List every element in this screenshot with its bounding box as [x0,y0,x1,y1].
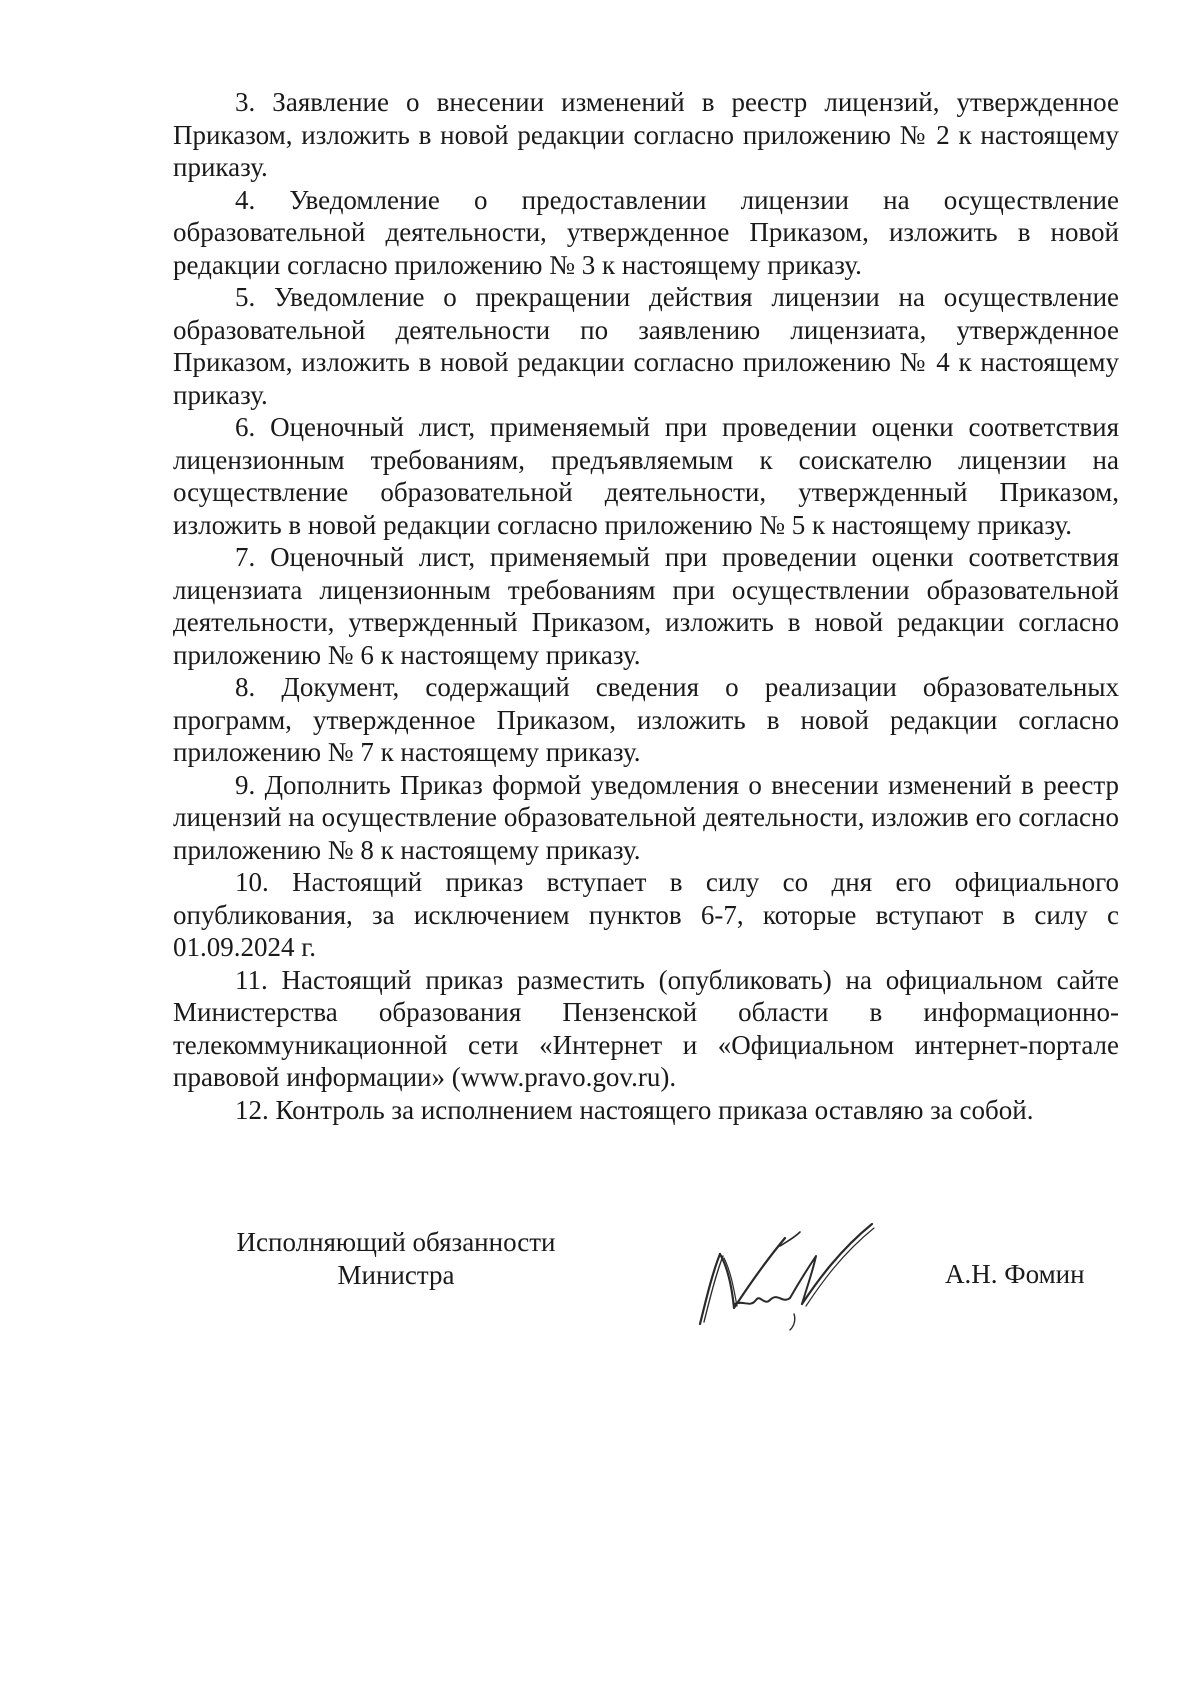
paragraph-item-11: 11. Настоящий приказ разместить (опубликовать) на официальном сайте Министерства образования Пензенской области в информационно-телекоммуникационной сети «Интернет и «Официальном интернет-портале правовой информации» (www.pravo.gov.ru). [173,964,1119,1092]
paragraph-item-6: 6. Оценочный лист, применяемый при проведении оценки соответствия лицензионным требованиям, предъявляемым к соискателю лицензии на осуществление образовательной деятельности, утвержденный Приказом, изложить в новой редакции согласно приложению № 5 к настоящему приказу. [173,412,1119,540]
paragraph-item-3: 3. Заявление о внесении изменений в реестр лицензий, утвержденное Приказом, изложить в новой редакции согласно приложению № 2 к настоящему приказу. [173,87,1119,182]
paragraph-item-4: 4. Уведомление о предоставлении лицензии на осуществление образовательной деятельности, утвержденное Приказом, изложить в новой редакции согласно приложению № 3 к настоящему приказу. [173,184,1119,280]
paragraph-item-8: 8. Документ, содержащий сведения о реализации образовательных программ, утвержденное Приказом, изложить в новой редакции согласно приложению № 7 к настоящему приказу. [173,672,1119,767]
signer-position [226,1226,566,1292]
paragraph-item-9: 9. Дополнить Приказ формой уведомления о внесении изменений в реестр лицензий на осуществление образовательной деятельности, изложив его согласно приложению № 8 к настоящему приказу. [173,769,1119,865]
signer-name: А.Н. Фомин [945,1259,1085,1289]
handwritten-signature-icon [690,1216,880,1336]
paragraph-item-12: 12. Контроль за исполнением настоящего приказа оставляю за собой. [235,1094,1034,1125]
signer-position-line-1: Исполняющий обязанности [236,1227,556,1257]
paragraph-item-7: 7. Оценочный лист, применяемый при проведении оценки соответствия лицензиата лицензионным требованиям при осуществлении образовательной деятельности, утвержденный Приказом, изложить в новой редакции согласно приложению № 6 к настоящему приказу. [173,542,1119,670]
signer-position-line-2: Министра [337,1260,455,1290]
paragraph-item-10: 10. Настоящий приказ вступает в силу со дня его официального опубликования, за исключением пунктов 6-7, которые вступают в силу с 01.09.2024 г. [173,867,1119,962]
signature-block [0,1226,1200,1356]
paragraph-item-5: 5. Уведомление о прекращении действия лицензии на осуществление образовательной деятельности по заявлению лицензиата, утвержденное Приказом, изложить в новой редакции согласно приложению № 4 к настоящему приказу. [173,282,1119,410]
document-body [173,86,1119,1126]
